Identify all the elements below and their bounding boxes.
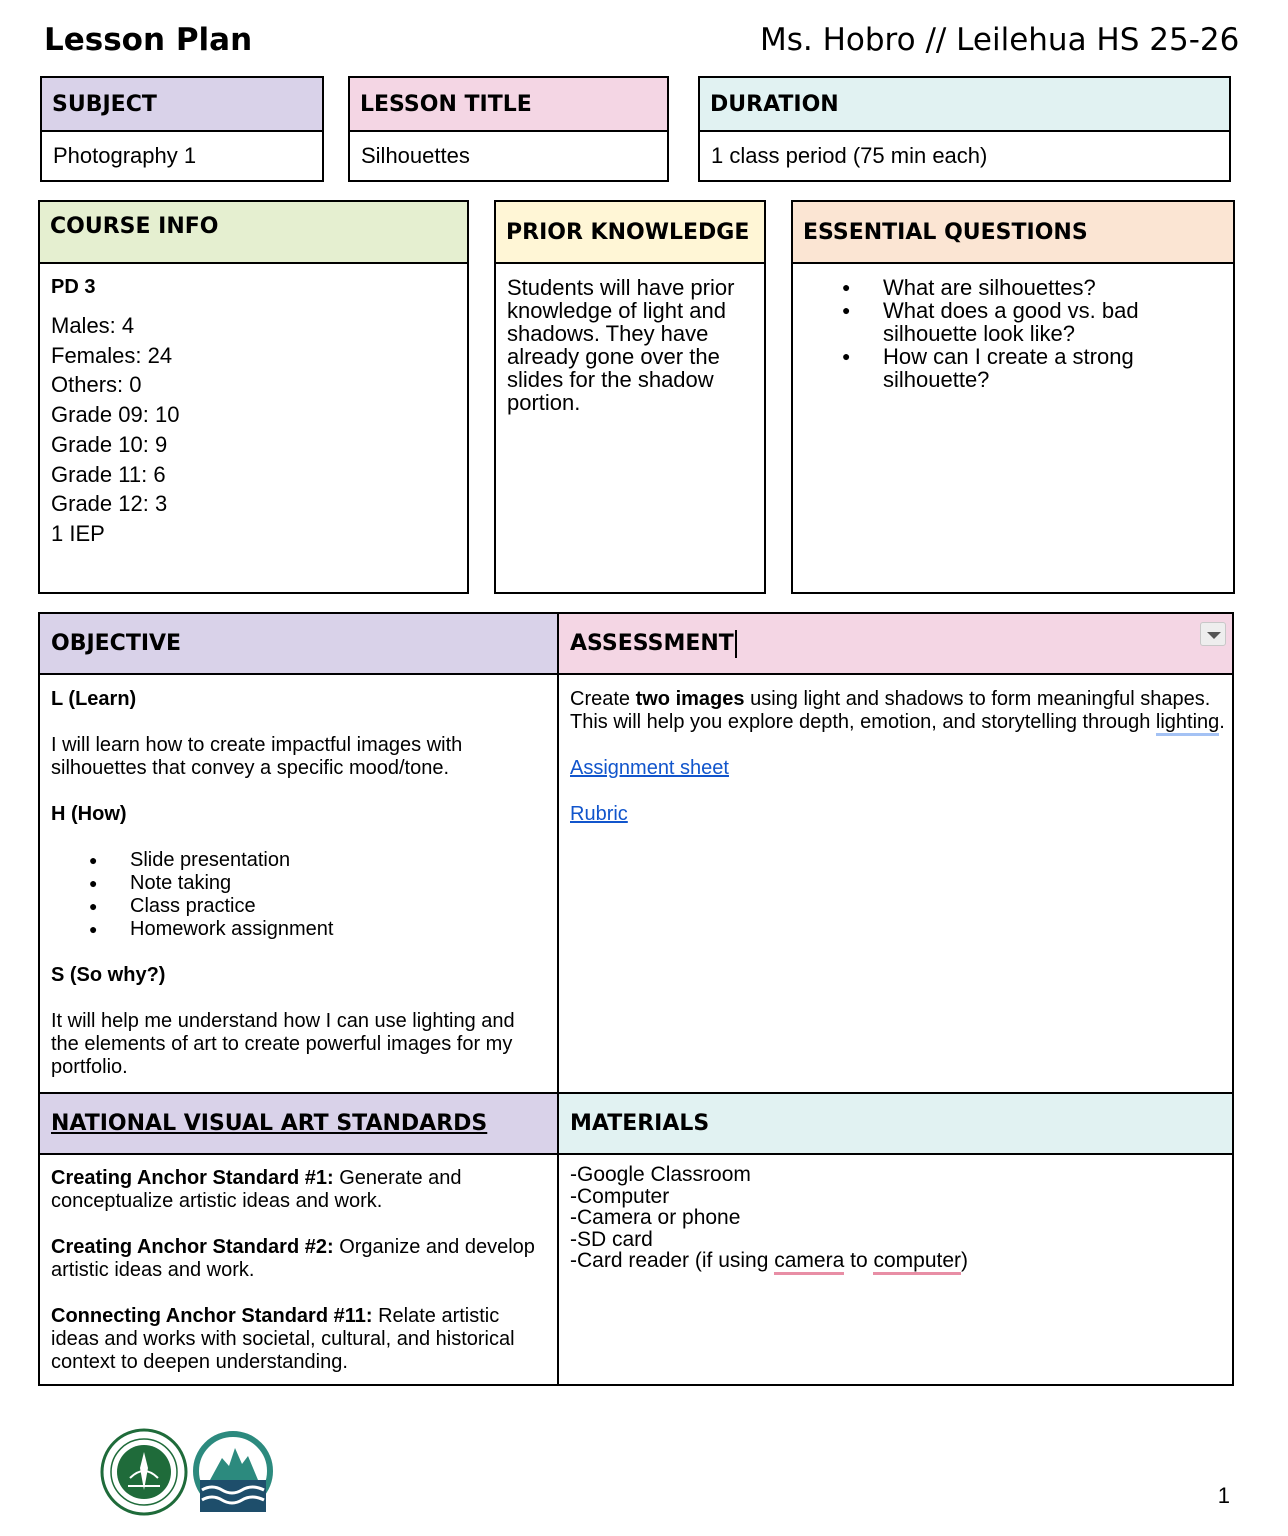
assessment-text: Create two images using light and shadows to form meaningful shapes. This will help you explore depth, emotion, and storytelling through lighting.	[570, 688, 1225, 734]
why-heading: S (So why?)	[51, 964, 166, 986]
grammar-flag[interactable]: lighting	[1156, 711, 1219, 736]
standard-item: Connecting Anchor Standard #11: Relate artistic ideas and works with societal, cultural, and historical context to deepen understanding.	[51, 1305, 515, 1373]
essential-questions-label: ESSENTIAL QUESTIONS	[793, 202, 1233, 264]
how-item: ● Note taking	[51, 872, 546, 895]
learn-heading: L (Learn)	[51, 688, 137, 710]
assessment-body[interactable]	[570, 688, 1225, 826]
standards-label: NATIONAL VISUAL ART STANDARDS	[51, 1111, 488, 1136]
prior-knowledge-box	[494, 200, 766, 594]
materials-header	[559, 1094, 1232, 1153]
question-item: ● What does a good vs. bad silhouette look like?	[804, 299, 1222, 345]
how-item: ● Slide presentation	[51, 849, 546, 872]
row-divider	[40, 673, 1232, 675]
course-stat: Others: 0	[51, 372, 142, 398]
spelling-flag[interactable]: computer	[873, 1249, 961, 1275]
standards-body[interactable]	[51, 1167, 551, 1374]
material-item: -SD card	[570, 1227, 653, 1251]
course-stat: Grade 12: 3	[51, 491, 168, 517]
prior-knowledge-text[interactable]: Students will have prior knowledge of light and shadows. They have already gone over the slides for the shadow portion.	[507, 275, 735, 415]
subject-value[interactable]: Photography 1	[53, 143, 197, 168]
assessment-label[interactable]	[559, 614, 1232, 673]
lesson-title-value[interactable]: Silhouettes	[361, 143, 470, 168]
material-item: -Computer	[570, 1184, 670, 1208]
lesson-title-label: LESSON TITLE	[350, 78, 667, 132]
material-item: -Camera or phone	[570, 1206, 741, 1229]
duration-label: DURATION	[700, 78, 1229, 132]
duration-value[interactable]: 1 class period (75 min each)	[711, 143, 988, 168]
objective-label: OBJECTIVE	[51, 631, 182, 656]
material-item: -Card reader (if using camera to computer)	[570, 1250, 1225, 1272]
assessment-label-text: ASSESSMENT	[570, 631, 734, 656]
course-stat: Females: 24	[51, 342, 173, 368]
chevron-down-icon[interactable]	[1200, 622, 1226, 646]
column-divider	[557, 614, 559, 1384]
school-logo	[192, 1430, 274, 1516]
objective-header	[40, 614, 557, 673]
lesson-title-box	[348, 76, 669, 182]
materials-body[interactable]	[570, 1164, 1225, 1272]
university-seal-logo	[100, 1428, 188, 1516]
objective-body[interactable]	[51, 688, 546, 1079]
how-heading: H (How)	[51, 803, 127, 825]
spelling-flag[interactable]: camera	[774, 1249, 844, 1275]
page-title: Lesson Plan	[44, 22, 253, 58]
subject-box	[40, 76, 324, 182]
course-stat: Grade 10: 9	[51, 431, 168, 457]
assignment-sheet-link[interactable]: Assignment sheet	[570, 757, 729, 779]
why-text: It will help me understand how I can use lighting and the elements of art to create powerful images for my portfolio.	[51, 1010, 515, 1078]
subject-label: SUBJECT	[42, 78, 322, 132]
standard-item: Creating Anchor Standard #2: Organize and develop artistic ideas and work.	[51, 1236, 535, 1281]
main-table	[38, 612, 1234, 1386]
duration-box	[698, 76, 1231, 182]
learn-text: I will learn how to create impactful images with silhouettes that convey a specific mood/tone.	[51, 734, 463, 779]
course-stat: Grade 09: 10	[51, 402, 180, 428]
course-stat: Males: 4	[51, 313, 135, 338]
course-info-body[interactable]	[40, 264, 467, 549]
standards-header	[40, 1094, 557, 1153]
course-info-label: COURSE INFO	[40, 202, 467, 264]
materials-label: MATERIALS	[570, 1111, 710, 1136]
prior-knowledge-label: PRIOR KNOWLEDGE	[496, 202, 764, 264]
how-item: ● Class practice	[51, 895, 546, 918]
course-info-box	[38, 200, 469, 594]
text-cursor	[735, 630, 737, 658]
row-divider	[40, 1153, 1232, 1155]
how-item: ● Homework assignment	[51, 918, 546, 941]
rubric-link[interactable]: Rubric	[570, 803, 628, 825]
material-item: -Google Classroom	[570, 1163, 751, 1186]
page-number: 1	[1217, 1483, 1230, 1508]
question-item: ● How can I create a strong silhouette?	[804, 345, 1222, 391]
course-stat: Grade 11: 6	[51, 461, 166, 487]
course-period: PD 3	[51, 276, 96, 298]
assessment-header[interactable]	[559, 614, 1232, 673]
teacher-info: Ms. Hobro // Leilehua HS 25-26	[760, 22, 1240, 58]
essential-questions-body[interactable]	[793, 264, 1233, 391]
question-item: ● What are silhouettes?	[804, 276, 1222, 299]
standard-item: Creating Anchor Standard #1: Generate and conceptualize artistic ideas and work.	[51, 1167, 462, 1212]
essential-questions-box	[791, 200, 1235, 594]
course-stat: 1 IEP	[51, 520, 105, 546]
